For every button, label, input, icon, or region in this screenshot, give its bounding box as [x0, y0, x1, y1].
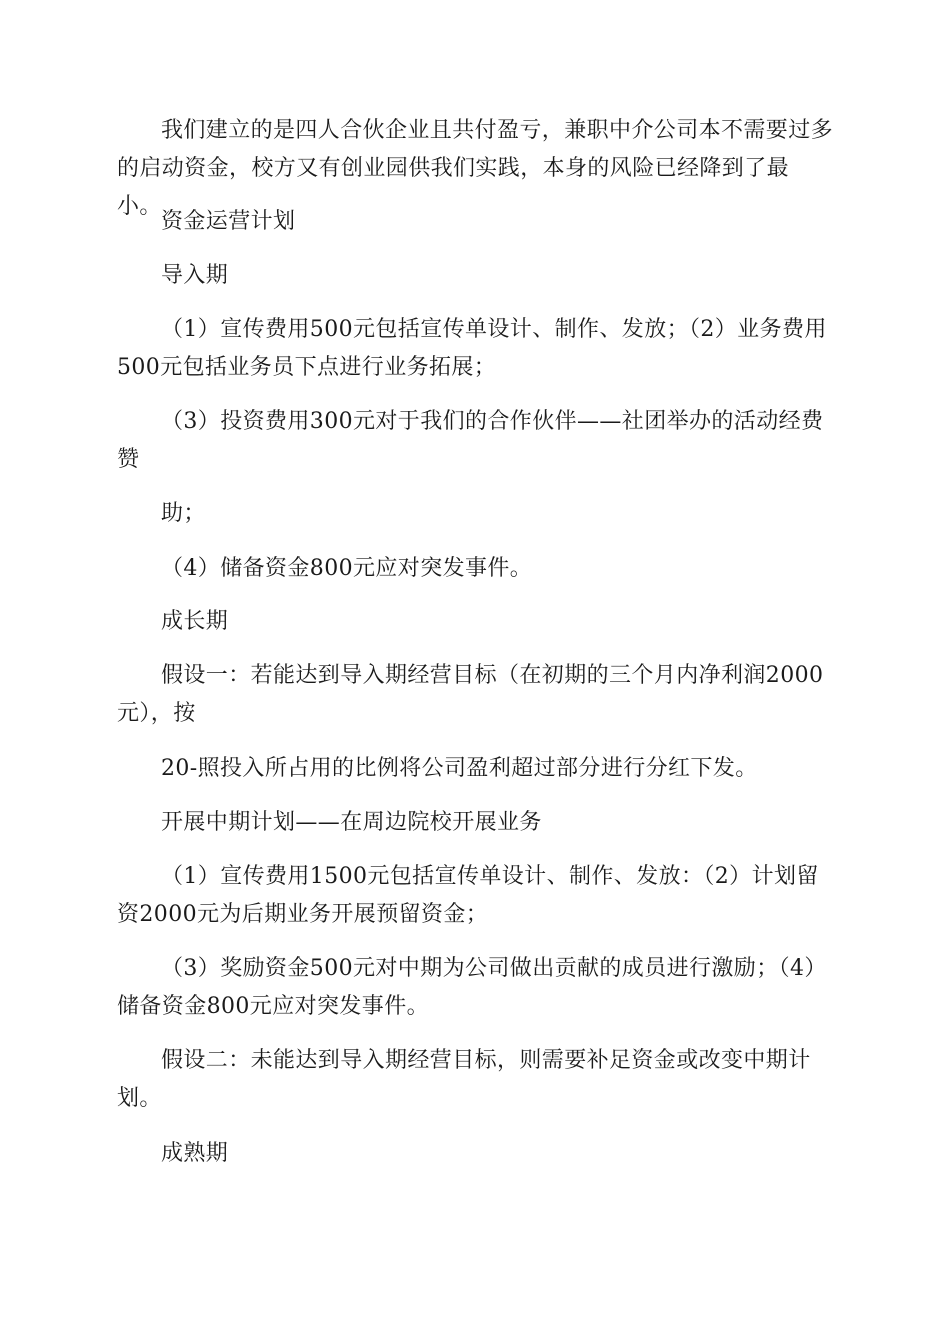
- paragraph-assumption-one: 假设一：若能达到导入期经营目标（在初期的三个月内净利润2000元），按: [117, 663, 824, 726]
- heading-mid-term-plan: 开展中期计划——在周边院校开展业务: [161, 810, 542, 835]
- heading-maturity-period: 成熟期: [161, 1141, 229, 1166]
- paragraph-assumption-two: 假设二：未能达到导入期经营目标，则需要补足资金或改变中期计划。: [117, 1048, 811, 1111]
- paragraph-intro-items-1-2: （1）宣传费用500元包括宣传单设计、制作、发放；（2）业务费用500元包括业务员下点进行业务拓展；: [117, 317, 827, 380]
- paragraph-dividend: 20-照投入所占用的比例将公司盈利超过部分进行分红下发。: [161, 756, 758, 781]
- heading-introduction-period: 导入期: [161, 263, 229, 288]
- heading-growth-period: 成长期: [161, 609, 229, 634]
- paragraph-mid-items-3-4: （3）奖励资金500元对中期为公司做出贡献的成员进行激励；（4）储备资金800元应对突发事件。: [117, 956, 827, 1019]
- paragraph-intro: 我们建立的是四人合伙企业且共付盈亏，兼职中介公司本不需要过多的启动资金，校方又有创业园供我们实践，本身的风险已经降到了最小。: [117, 118, 834, 219]
- heading-fund-operation-plan: 资金运营计划: [161, 209, 296, 234]
- paragraph-intro-item-4: （4）储备资金800元应对突发事件。: [161, 556, 533, 581]
- paragraph-intro-item-3: （3）投资费用300元对于我们的合作伙伴——社团举办的活动经费赞: [117, 409, 824, 472]
- paragraph-mid-items-1-2: （1）宣传费用1500元包括宣传单设计、制作、发放：（2）计划留资2000元为后期业务开展预留资金；: [117, 864, 819, 927]
- paragraph-intro-item-3-cont: 助；: [161, 501, 206, 526]
